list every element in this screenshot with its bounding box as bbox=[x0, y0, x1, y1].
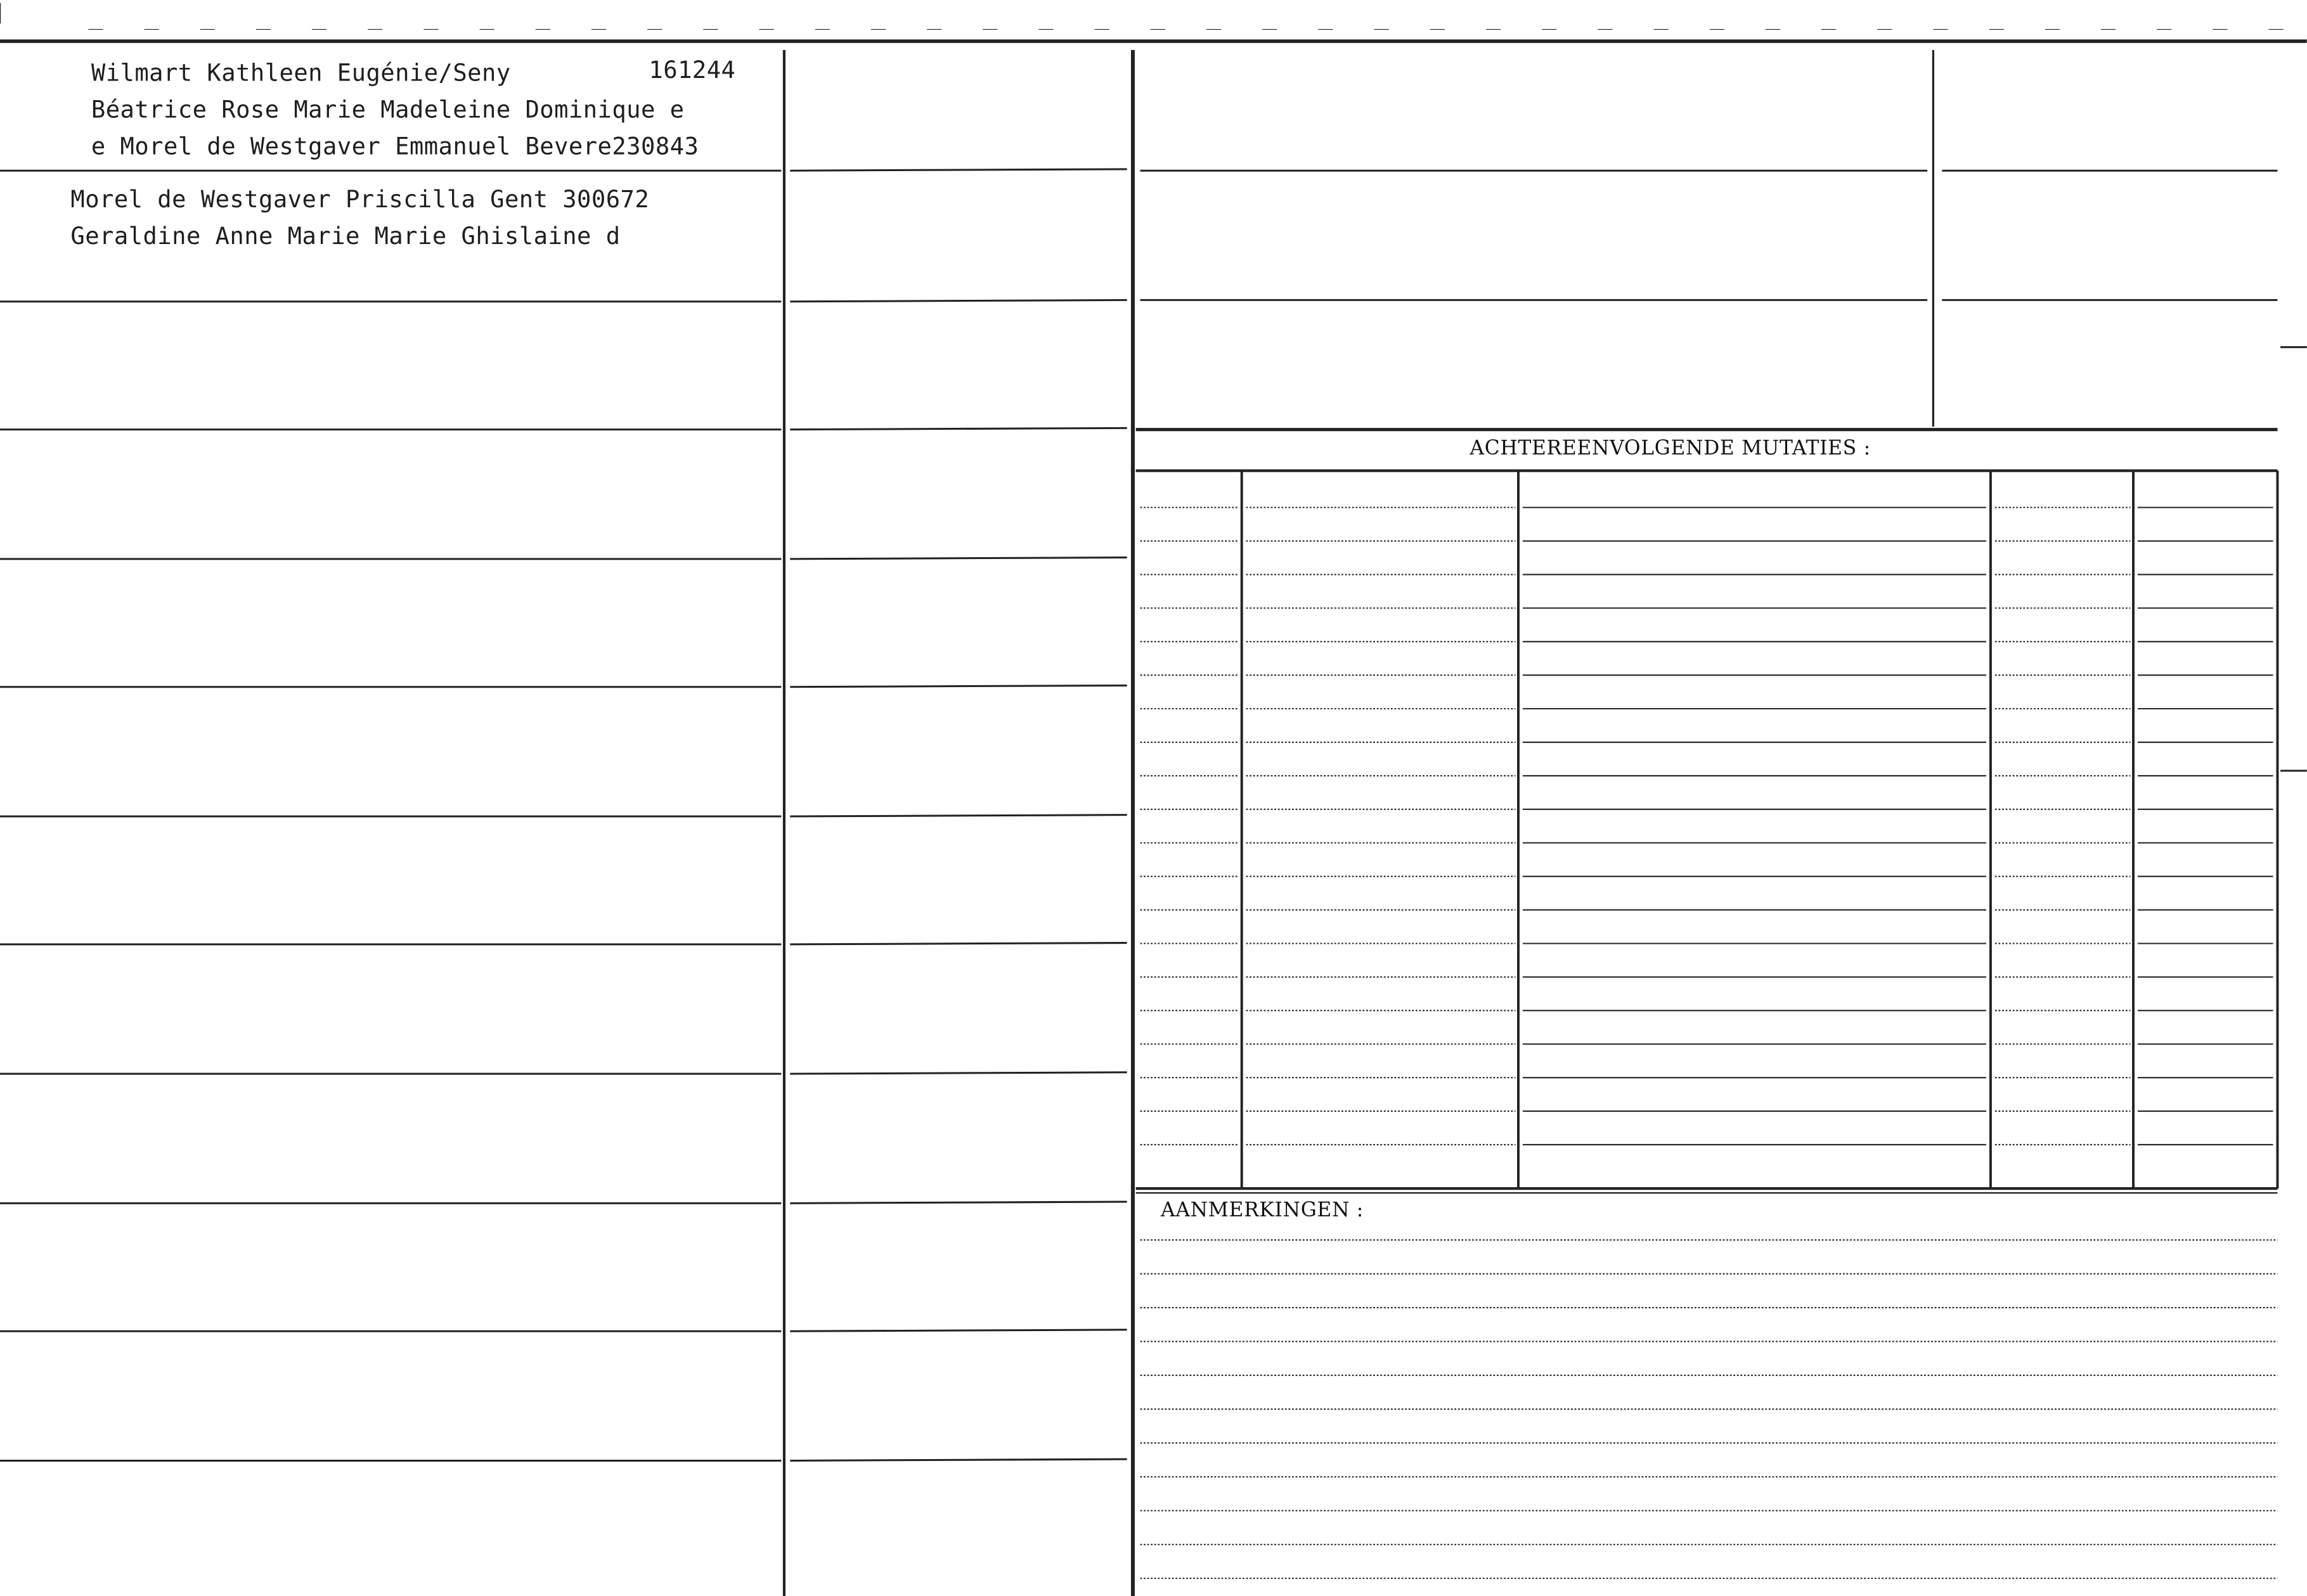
entry-2-line-1: Morel de Westgaver Priscilla Gent 300672 bbox=[70, 185, 650, 214]
left-row-rule-col2 bbox=[790, 943, 1127, 944]
entry-1-line-1: Wilmart Kathleen Eugénie/Seny bbox=[91, 58, 511, 87]
left-row-rule-col2 bbox=[790, 1072, 1127, 1074]
left-row-rule-col2 bbox=[790, 1202, 1127, 1203]
left-row-rule-col2 bbox=[790, 1459, 1127, 1460]
entry-1-line-2: Béatrice Rose Marie Madeleine Dominique e bbox=[91, 95, 685, 124]
left-row-rule-col2 bbox=[790, 685, 1127, 686]
entry-2-line-2: Geraldine Anne Marie Marie Ghislaine d bbox=[70, 222, 621, 250]
left-row-rule-col2 bbox=[790, 1330, 1127, 1331]
entry-1-number: 161244 bbox=[649, 56, 736, 84]
remarks-header: AANMERKINGEN : bbox=[1161, 1199, 1364, 1223]
left-row-rule-col2 bbox=[790, 169, 1127, 171]
left-row-rule-col2 bbox=[790, 300, 1127, 301]
left-row-rule-col2 bbox=[790, 558, 1127, 559]
mutations-header: ACHTEREENVOLGENDE MUTATIES : bbox=[1470, 437, 1871, 461]
entry-1-line-3: e Morel de Westgaver Emmanuel Bevere230843 bbox=[91, 132, 699, 160]
left-row-rule-col2 bbox=[790, 815, 1127, 816]
left-row-rule-col2 bbox=[790, 428, 1127, 429]
